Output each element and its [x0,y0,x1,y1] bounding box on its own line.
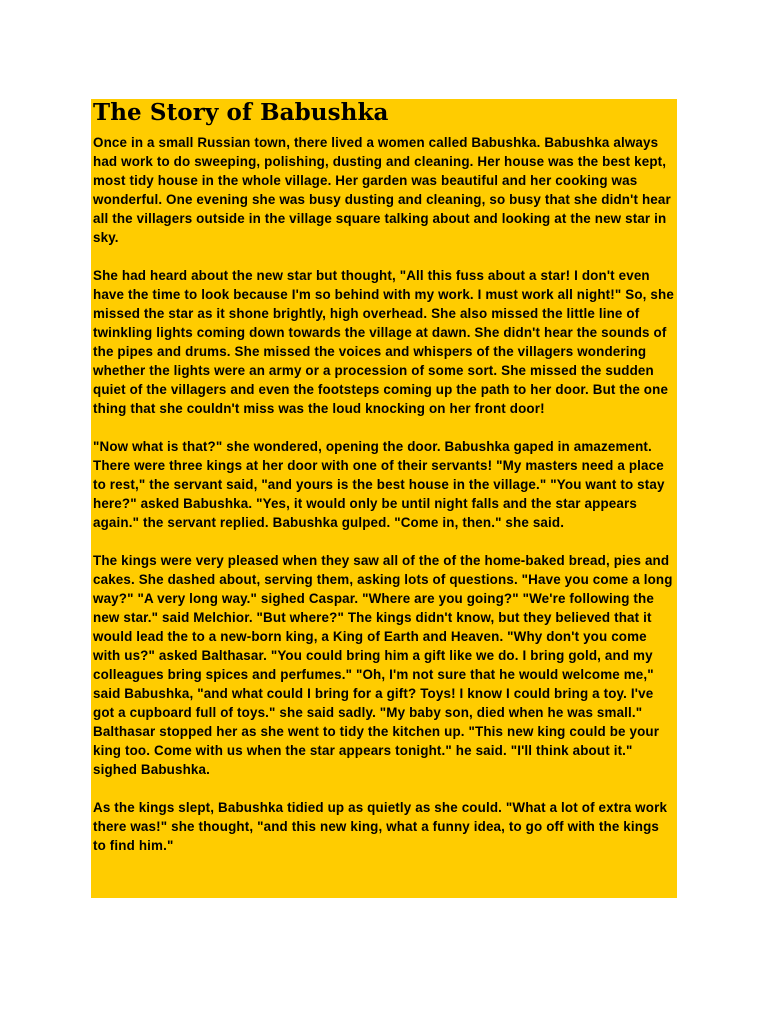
story-paragraph-4: The kings were very pleased when they saw all of the of the home-baked bread, pies and cakes. She dashed about, serving them, asking lots of questions. "Have you come a long way?" "A very long way." sighed Caspar. "Where are you going?" "We're following the new star." said Melchior. "But where?" The kings didn't know, but they believed that it would lead the to a new-born king, a King of Earth and Heaven. "Why don't you come with us?" asked Balthasar. "You could bring him a gift like we do. I bring gold, and my colleagues bring spices and perfumes." "Oh, I'm not sure that he would welcome me," said Babushka, "and what could I bring for a gift? Toys! I know I could bring a toy. I've got a cupboard full of toys." she said sadly. "My baby son, died when he was small." Balthasar stopped her as she went to tidy the kitchen up. "This new king could be your king too. Come with us when the star appears tonight." he said. "I'll think about it." sighed Babushka. [93,553,673,777]
story-paragraph-2: She had heard about the new star but thought, "All this fuss about a star! I don't even have the time to look because I'm so behind with my work. I must work all night!" So, she missed the star as it shone brightly, high overhead. She also missed the little line of twinkling lights coming down towards the village at dawn. She didn't hear the sounds of the pipes and drums. She missed the voices and whispers of the villagers wondering whether the lights were an army or a procession of some sort. She missed the sudden quiet of the villagers and even the footsteps coming up the path to her door. But the one thing that she couldn't miss was the loud knocking on her front door! [93,268,674,416]
story-paragraph-5: As the kings slept, Babushka tidied up as quietly as she could. "What a lot of extra work there was!" she thought, "and this new king, what a funny idea, to go off with the kings to find him." [93,800,668,853]
story-paragraph-1: Once in a small Russian town, there lived a women called Babushka. Babushka always had work to do sweeping, polishing, dusting and cleaning. Her house was the best kept, most tidy house in the whole village. Her garden was beautiful and her cooking was wonderful. One evening she was busy dusting and cleaning, so busy that she didn't hear all the villagers outside in the village square talking about and looking at the new star in sky. [93,135,671,245]
story-title: The Story of Babushka [93,99,389,126]
story-paragraph-3: "Now what is that?" she wondered, opening the door. Babushka gaped in amazement. There were three kings at her door with one of their servants! "My masters need a place to rest," the servant said, "and yours is the best house in the village." "You want to stay here?" asked Babushka. "Yes, it would only be until night falls and the star appears again." the servant replied. Babushka gulped. "Come in, then." she said. [93,439,665,530]
story-text-box [91,99,677,898]
